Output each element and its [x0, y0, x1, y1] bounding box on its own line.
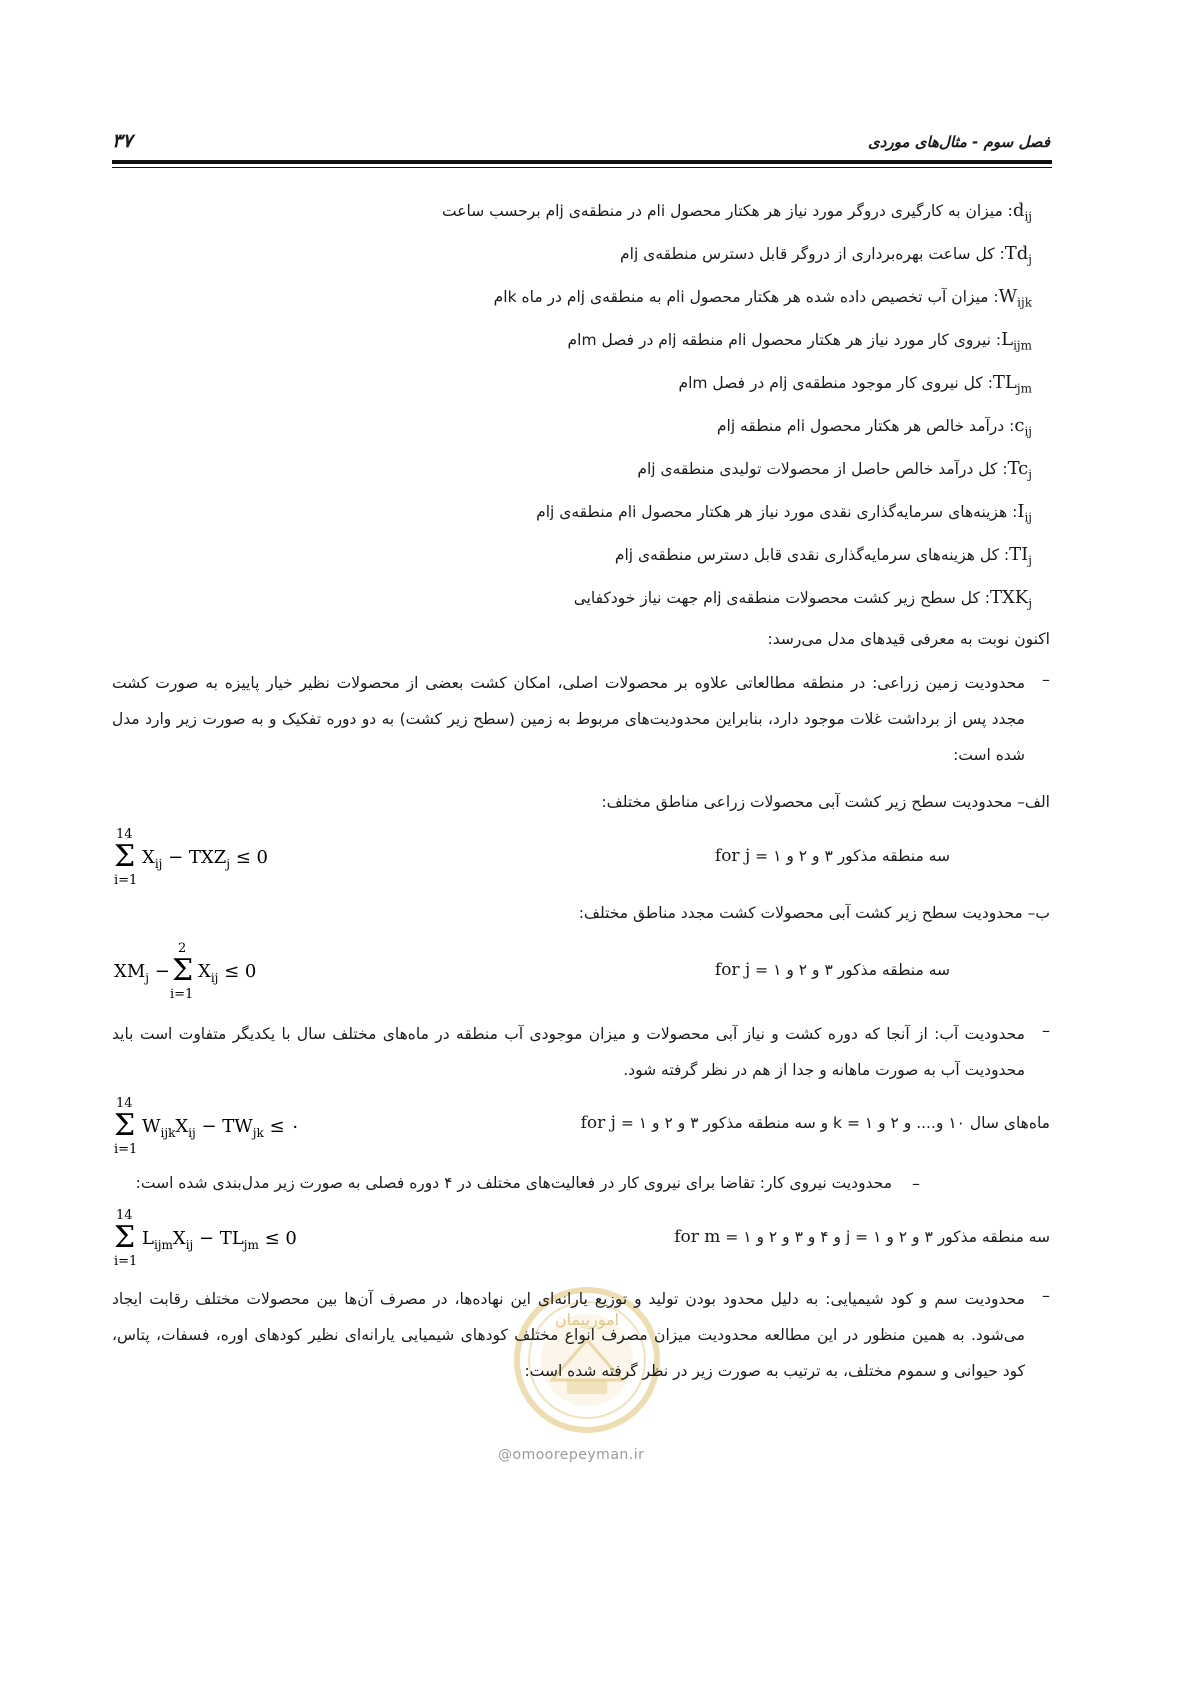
condition-formula-2: سه منطقه مذکور ۳ و ۲ و ۱ = for j: [714, 960, 950, 980]
formula-water: [114, 1095, 334, 1155]
sum-upper-limit: 14: [116, 1096, 133, 1111]
svg-text:Xij ≤ 0: $X_{ij} \le 0$: [198, 961, 257, 985]
condition-formula-4: سه منطقه مذکور ۳ و ۲ و ۱ = j و ۴ و ۳ و ۲ و ۱ = for m: [674, 1227, 1050, 1247]
definition-td-j: $Td_j$: کل ساعت بهره‌برداری از دروگر قابل دسترس منطقه‌ی jام: [620, 243, 1032, 267]
definition-l-ijm: $L_{ijm}$: نیروی کار مورد نیاز هر هکتار محصول iام منطقه jام در فصل mام: [567, 329, 1032, 353]
condition-formula-1: سه منطقه مذکور ۳ و ۲ و ۱ = for j: [714, 846, 950, 866]
sum-lower-limit: i=1: [114, 1142, 138, 1157]
definition-d-ij: $d_{ij}$: میزان به کارگیری دروگر مورد نیاز هر هکتار محصول iام در منطقه‌ی jام برحسب ساعت: [442, 200, 1032, 224]
definition-ti-j: $TI_j$: کل هزینه‌های سرمایه‌گذاری نقدی قابل دسترس منطقه‌ی jام: [614, 544, 1032, 568]
watermark-url: @omoorepeyman.ir: [498, 1447, 645, 1463]
sigma-symbol: Σ: [114, 1220, 136, 1255]
svg-text:XMj −: $XM_j$ −: [114, 961, 170, 985]
definition-i-ij: $I_{ij}$: هزینه‌های سرمایه‌گذاری نقدی مورد نیاز هر هکتار محصول iام منطقه‌ی jام: [536, 501, 1032, 525]
bullet-dash: –: [1042, 1286, 1050, 1305]
subheading-b: ب– محدودیت سطح زیر کشت آبی محصولات کشت مجدد مناطق مختلف:: [578, 904, 1050, 922]
sum-upper-limit: 14: [116, 1208, 133, 1223]
chapter-title: فصل سوم - مثال‌های موردی: [868, 133, 1050, 151]
constraints-intro: اکنون نوبت به معرفی قیدهای مدل می‌رسد:: [767, 630, 1050, 648]
svg-text:LijmXij − TLjm ≤ 0: $L_{ijm}X_{ij} - TL_{jm} \le 0$: [142, 1228, 297, 1252]
condition-formula-3: ماه‌های سال ۱۰ و.... و ۲ و ۱ = k و سه منطقه مذکور ۳ و ۲ و ۱ = for j: [580, 1113, 1050, 1133]
formula-land-b: [114, 940, 314, 1000]
formula-land-a: [114, 826, 314, 886]
header-rule-thick: [112, 160, 1052, 164]
watermark-logo-text: امورپیمان: [554, 1310, 620, 1329]
sigma-symbol: Σ: [114, 1108, 136, 1143]
svg-text:Xij − TXZj ≤ 0: $X_{ij} - TXZ_j \le 0$: [142, 847, 268, 871]
bullet-dash: –: [912, 1174, 920, 1193]
page-number: ۳۷: [112, 130, 133, 152]
sigma-symbol: Σ: [172, 953, 194, 988]
subheading-a: الف– محدودیت سطح زیر کشت آبی محصولات زراعی مناطق مختلف:: [601, 793, 1050, 811]
definition-tc-j: $Tc_j$: کل درآمد خالص حاصل از محصولات تولیدی منطقه‌ی jام: [637, 458, 1032, 482]
formula-labor: [114, 1207, 334, 1267]
bullet-dash: –: [1042, 1021, 1050, 1040]
labor-constraint-text: محدودیت نیروی کار: تقاضا برای نیروی کار در فعالیت‌های مختلف در ۴ دوره فصلی به صورت زیر مدل‌بندی شده است:: [135, 1174, 892, 1192]
sum-lower-limit: i=1: [170, 987, 194, 1002]
water-constraint-text: محدودیت آب: از آنجا که دوره کشت و نیاز آبی محصولات و میزان موجودی آب منطقه در ماه‌های مختلف سال با یکدیگر متفاوت است باید محدودیت آب به صورت ماهانه و جدا از هم در نظر گرفته شود.: [112, 1025, 1025, 1079]
definition-w-ijk: $W_{ijk}$: میزان آب تخصیص داده شده هر هکتار محصول iام به منطقه‌ی jام در ماه kام: [493, 286, 1032, 310]
bullet-dash: –: [1042, 670, 1050, 689]
sum-upper-limit: 14: [116, 827, 133, 842]
land-constraint-text: محدودیت زمین زراعی: در منطقه مطالعاتی علاوه بر محصولات اصلی، امکان کشت بعضی از محصولات نظیر خیار پاییزه به صورت کشت مجدد پس از برداشت غلات موجود دارد، بنابراین محدودیت‌های مربوط به زمین (سطح زیر کشت) به دو دوره تفکیک و به صورت زیر وارد مدل شده است:: [112, 674, 1025, 764]
definition-tl-jm: $TL_{jm}$: کل نیروی کار موجود منطقه‌ی jام در فصل mام: [678, 372, 1032, 396]
chemical-constraint-text: محدودیت سم و کود شیمیایی: به دلیل محدود بودن تولید و توزیع یارانه‌ای این نهاده‌ها، در مصرف آن‌ها بین محصولات مختلف رقابت ایجاد می‌شود. به همین منظور در این مطالعه محدودیت میزان مصرف انواع مختلف کودهای شیمیایی یارانه‌ای نظیر کودهای اوره، فسفات، پتاس، کود حیوانی و سموم مختلف، به ترتیب به صورت زیر در نظر گرفته شده است:: [112, 1290, 1025, 1380]
sum-lower-limit: i=1: [114, 873, 138, 888]
definition-txk-j: $TXK_j$: کل سطح زیر کشت محصولات منطقه‌ی jام جهت نیاز خودکفایی: [573, 587, 1032, 611]
header-rule-thin: [112, 167, 1052, 168]
sum-lower-limit: i=1: [114, 1254, 138, 1269]
sigma-symbol: Σ: [114, 839, 136, 874]
sum-upper-limit: 2: [178, 941, 187, 956]
definition-c-ij: $c_{ij}$: درآمد خالص هر هکتار محصول iام منطقه jام: [716, 415, 1032, 439]
svg-text:WijkXij − TWjk ≤ ۰: $W_{ijk}X_{ij} - TW_{jk}$ ≤ ۰: [142, 1116, 300, 1140]
